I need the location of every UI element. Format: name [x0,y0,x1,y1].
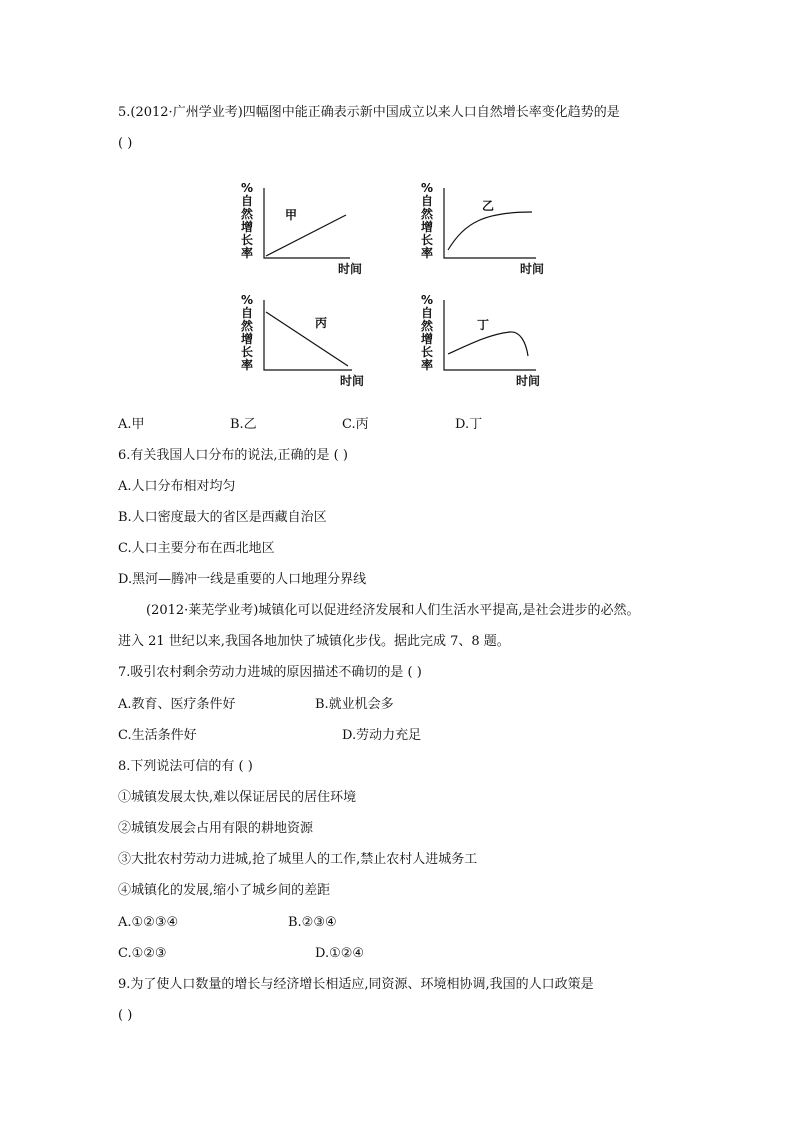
q9-answer-blank: ( ) [118,1008,133,1023]
q8-option-d: D.①②④ [315,946,365,961]
q5-option-d: D.丁 [455,417,483,432]
q7-stem: 7.吸引农村剩余劳动力进城的原因描述不确切的是 ( ) [118,665,422,680]
chart-name: 甲 [285,208,298,222]
chart-y-label: % 自 然 增 长 率 [420,293,434,372]
chart-trend-line [448,212,532,250]
chart-plot [240,294,370,374]
chart-plot [420,294,550,374]
chart-jia [240,182,370,277]
chart-x-label: 时间 [516,374,541,388]
q9-stem: 9.为了使人口数量的增长与经济增长相适应,同资源、环境相协调,我国的人口政策是 [118,977,594,992]
chart-x-label: 时间 [520,262,545,276]
q8-statement-4: ④城镇化的发展,缩小了城乡间的差距 [118,883,331,898]
q6-option-d: D.黑河—腾冲一线是重要的人口地理分界线 [118,572,367,587]
chart-y-label: % 自 然 增 长 率 [420,181,434,260]
chart-name: 丁 [477,318,490,332]
chart-plot [420,182,550,262]
chart-ding [420,294,550,389]
q7-option-d: D.劳动力充足 [342,728,422,743]
passage-line-2: 进入 21 世纪以来,我国各地加快了城镇化步伐。据此完成 7、8 题。 [118,634,510,649]
q5-stem: 5.(2012·广州学业考)四幅图中能正确表示新中国成立以来人口自然增长率变化趋势的是 [118,105,620,120]
q8-statement-3: ③大批农村劳动力进城,抢了城里人的工作,禁止农村人进城务工 [118,852,478,867]
q8-option-b: B.②③④ [288,915,337,930]
q7-option-b: B.就业机会多 [315,697,394,712]
chart-trend-line [448,332,528,356]
q8-option-c: C.①②③ [118,946,167,961]
chart-y-label: % 自 然 增 长 率 [240,181,254,260]
q5-answer-blank: ( ) [118,136,133,151]
q6-option-c: C.人口主要分布在西北地区 [118,541,275,556]
q7-option-a: A.教育、医疗条件好 [118,697,236,712]
chart-axes [444,300,536,370]
q8-statement-2: ②城镇发展会占用有限的耕地资源 [118,821,314,836]
q7-option-c: C.生活条件好 [118,728,197,743]
chart-yi [420,182,550,277]
chart-x-label: 时间 [340,374,365,388]
q8-option-a: A.①②③④ [118,915,179,930]
q6-option-b: B.人口密度最大的省区是西藏自治区 [118,510,327,525]
q5-option-c: C.丙 [342,417,369,432]
chart-trend-line [266,312,348,366]
q8-stem: 8.下列说法可信的有 ( ) [118,759,253,774]
chart-y-label: % 自 然 增 长 率 [240,293,254,372]
q6-option-a: A.人口分布相对均匀 [118,479,236,494]
chart-name: 乙 [482,199,495,213]
q5-option-a: A.甲 [118,417,145,432]
chart-bing [240,294,370,389]
chart-trend-line [266,215,346,256]
chart-name: 丙 [315,316,328,330]
chart-plot [240,182,370,262]
passage-line-1: (2012·莱芜学业考)城镇化可以促进经济发展和人们生活水平提高,是社会进步的必然。 [146,603,640,618]
chart-x-label: 时间 [338,262,363,276]
q5-option-b: B.乙 [230,417,257,432]
chart-axes [264,188,350,258]
q6-stem: 6.有关我国人口分布的说法,正确的是 ( ) [118,448,348,463]
q8-statement-1: ①城镇发展太快,难以保证居民的居住环境 [118,790,357,805]
